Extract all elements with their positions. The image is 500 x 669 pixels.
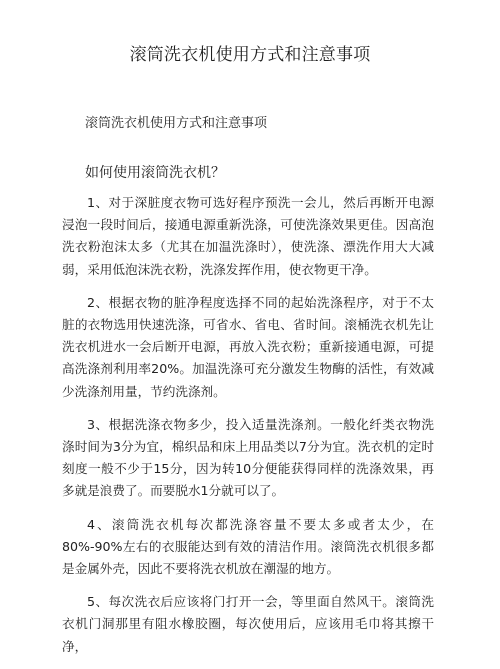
paragraph-2: 2、根据衣物的脏净程度选择不同的起始洗涤程序，对于不太脏的衣物选用快速洗涤，可省水、省电、省时间。滚桶洗衣机先让洗衣机进水一会后断开电源，再放入洗衣粉；重新接通电源，可提高洗涤剂利用率20%。加温洗涤可充分激发生物酶的活性，有效减少洗涤剂用量，节约洗涤剂。 <box>62 294 434 399</box>
paragraph-1: 1、对于深脏度衣物可选好程序预洗一会儿，然后再断开电源浸泡一段时间后，接通电源重新洗涤，可使洗涤效果更佳。因高泡洗衣粉泡沫太多（尤其在加温洗涤时），使洗涤、漂洗作用大大减弱，采用低泡沫洗衣粉，洗涤发挥作用，使衣物更干净。 <box>62 195 434 277</box>
section-heading: 如何使用滚筒洗衣机？ <box>85 165 225 181</box>
article-body <box>62 192 434 669</box>
document-subtitle: 滚筒洗衣机使用方式和注意事项 <box>85 116 268 131</box>
paragraph-3: 3、根据洗涤衣物多少，投入适量洗涤剂。一般化纤类衣物洗涤时间为3分为宜，棉织品和床上用品类以7分为宜。洗衣机的定时刻度一般不少于15分，因为转10分便能获得同样的洗涤效果，再多就是浪费了。而要脱水1分就可以了。 <box>62 416 434 499</box>
paragraph-4: 4、滚筒洗衣机每次都洗涤容量不要太多或者太少，在80%-90%左右的衣服能达到有效的清洁作用。滚筒洗衣机很多都是金属外壳，因此不要将洗衣机放在潮湿的地方。 <box>62 516 434 577</box>
document-title: 滚筒洗衣机使用方式和注意事项 <box>129 45 371 65</box>
paragraph-5: 5、每次洗衣后应该将门打开一会，等里面自然风干。滚筒洗衣机门洞那里有阻水橡胶圈，每次使用后，应该用毛巾将其擦干净， <box>62 594 434 654</box>
